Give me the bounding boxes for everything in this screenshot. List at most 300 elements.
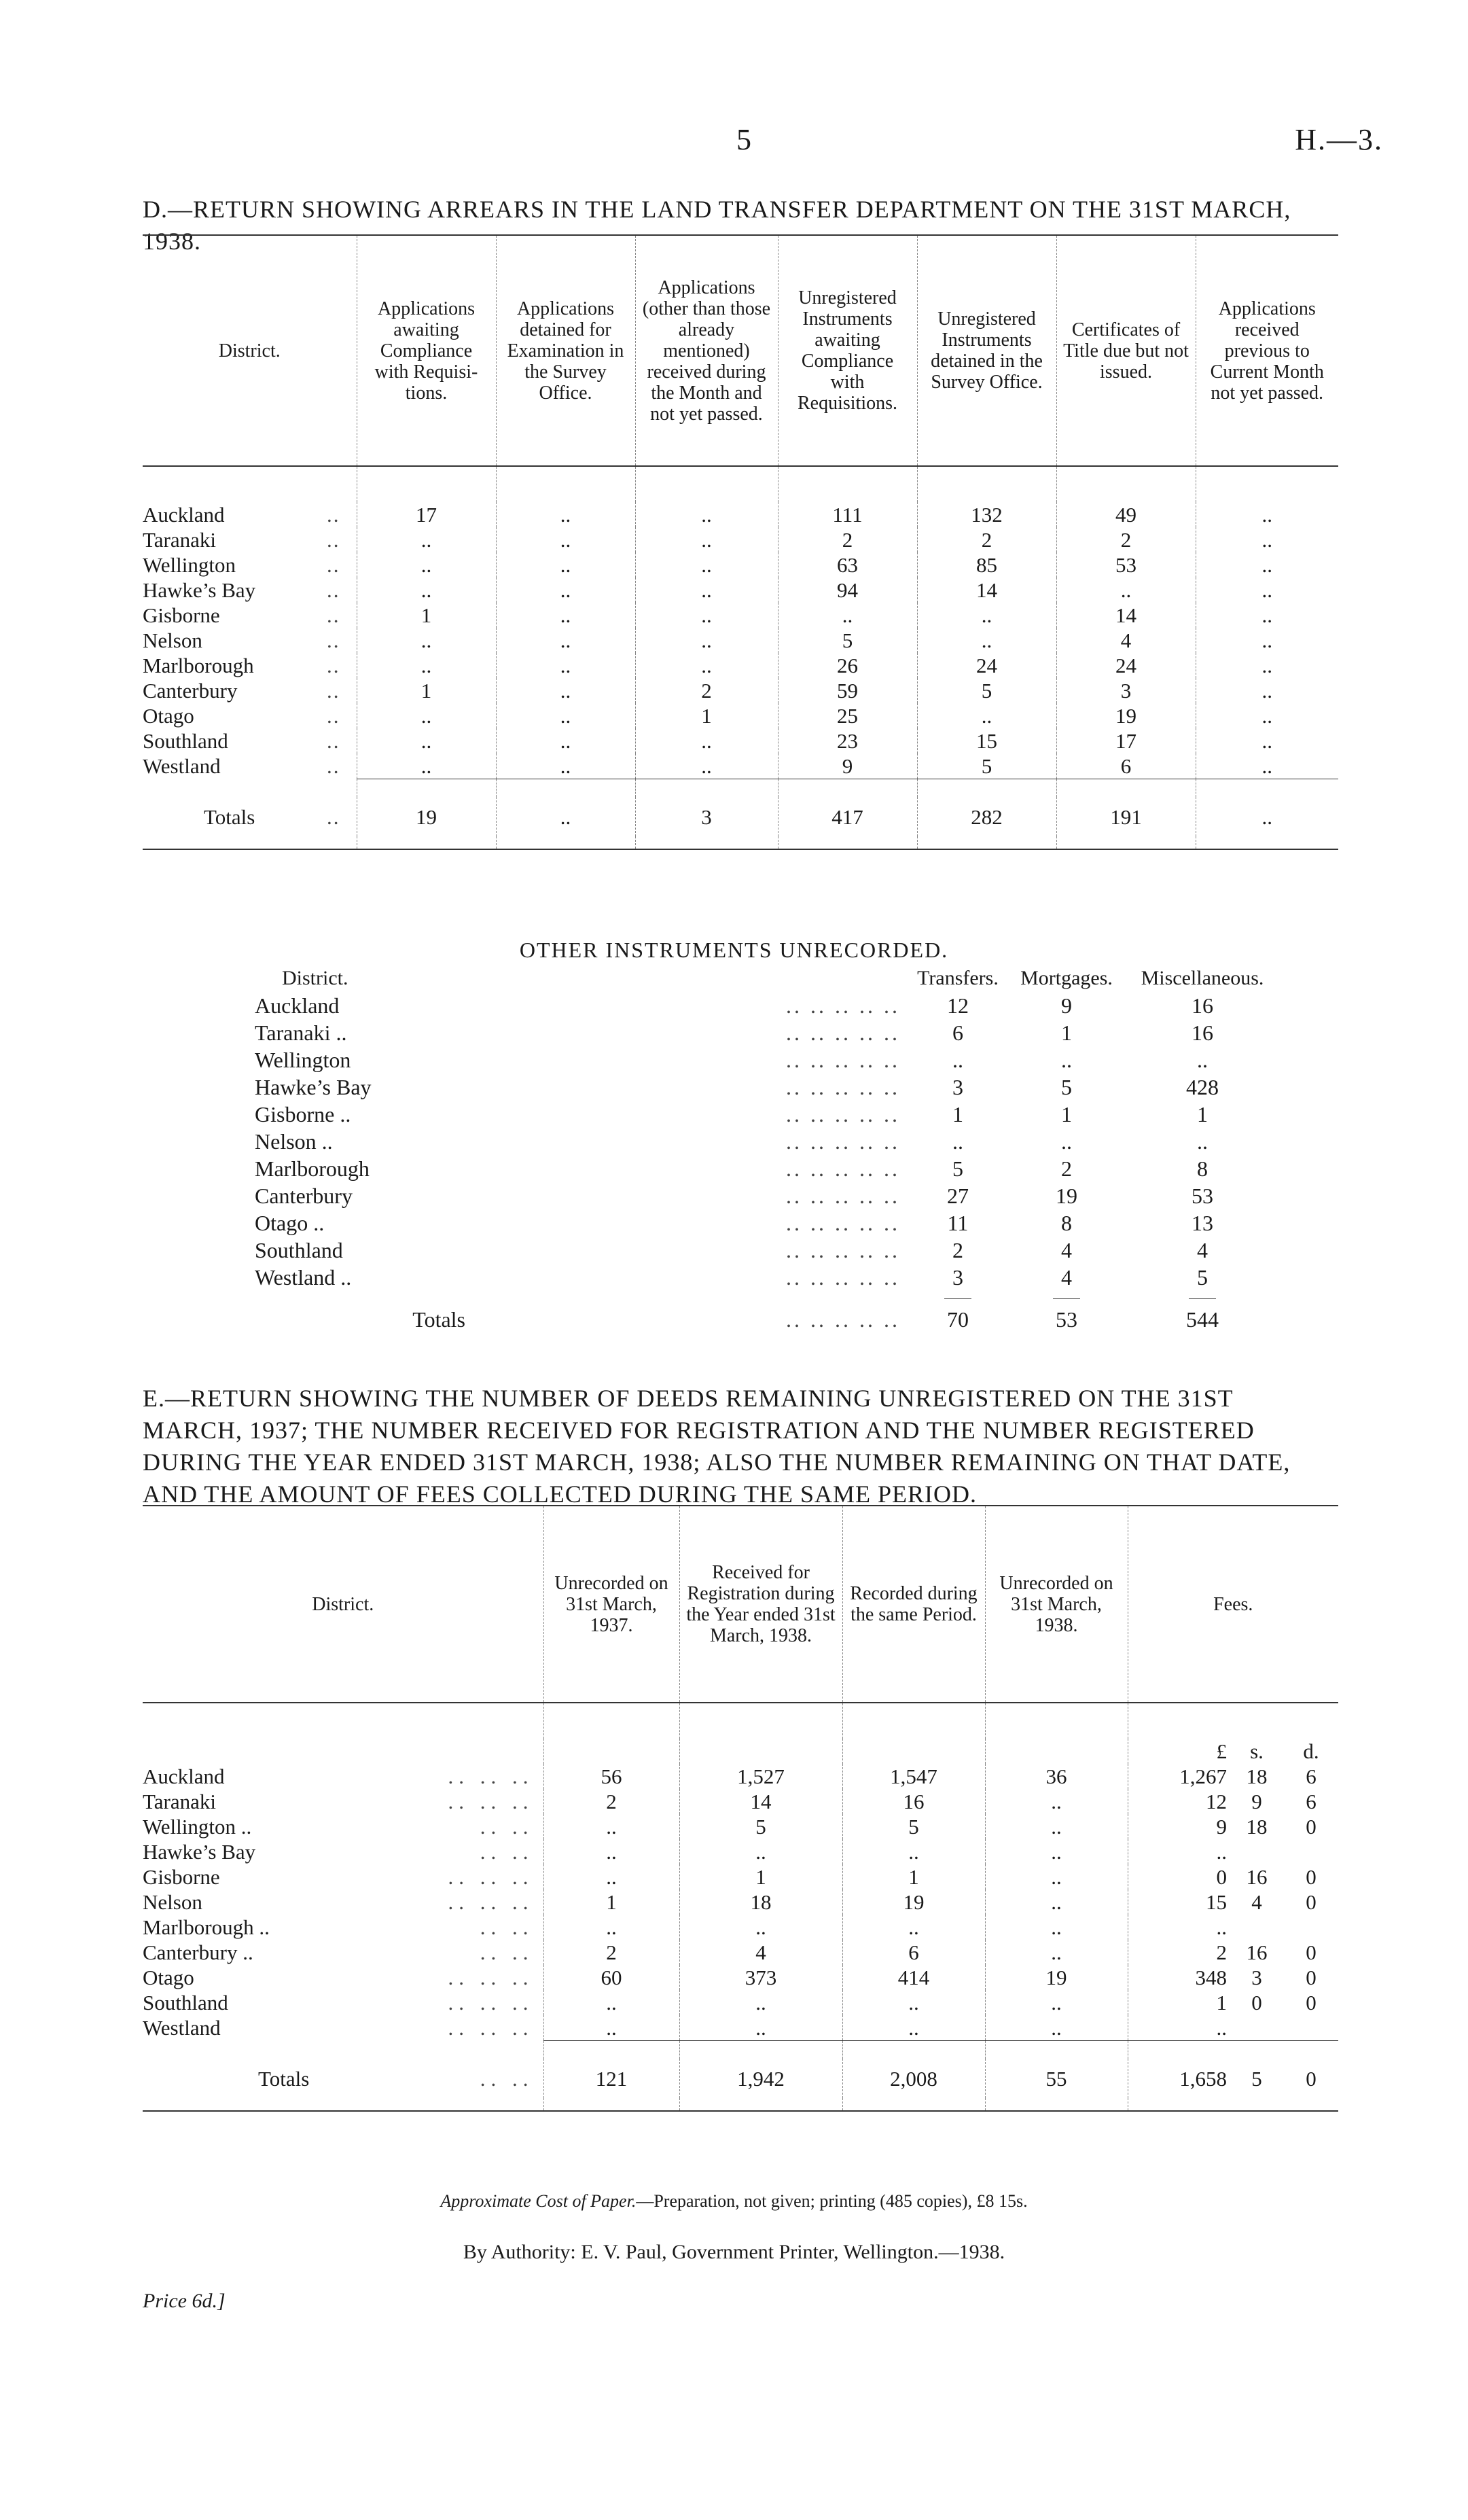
district-cell [143, 703, 357, 728]
table-row [143, 2015, 1338, 2041]
leader-dots: .. [327, 679, 340, 703]
mortgages-value: 19 [1056, 1184, 1077, 1208]
transfers-value: 12 [947, 993, 969, 1018]
transfers-value: 1 [952, 1102, 963, 1126]
col-certificates-due: Certificates of Title due but not issued. [1056, 235, 1196, 466]
misc-value: 16 [1192, 1021, 1213, 1045]
fee-pence [1284, 2015, 1338, 2041]
leader-dots: .. [327, 804, 340, 829]
district-cell [143, 728, 357, 753]
value-cell: 15 [917, 728, 1056, 753]
district-cell [143, 653, 357, 678]
value-cell: .. [1196, 728, 1338, 753]
total-value: .. [496, 797, 635, 836]
table-d [143, 234, 1338, 850]
fee-shillings: 4 [1251, 1890, 1262, 1914]
value-cell: 26 [778, 653, 917, 678]
total-value: 417 [778, 797, 917, 836]
mortgages-value: .. [1061, 1048, 1072, 1072]
leader-dots: .. .. .. .. .. [786, 1211, 900, 1235]
value-cell: .. [679, 2015, 842, 2041]
e-col-district: District. [312, 1593, 374, 1615]
value-cell: 5 [917, 753, 1056, 779]
total-value: 2,008 [842, 2059, 985, 2098]
district-cell [143, 1940, 543, 1965]
list-item [255, 1128, 1281, 1155]
table-row [143, 1839, 1338, 1864]
value-cell: 3 [1056, 678, 1196, 703]
fee-pence: 0 [1306, 1815, 1317, 1839]
value-cell: 19 [842, 1889, 985, 1915]
mortgages-value: 8 [1061, 1211, 1072, 1235]
value-cell: 24 [1056, 653, 1196, 678]
table-row [143, 753, 1338, 779]
misc-total: 544 [1186, 1307, 1219, 1332]
leader-dots: .. .. .. .. .. [786, 1102, 900, 1126]
leader-dots: .. .. [480, 1840, 534, 1864]
value-cell: .. [1196, 578, 1338, 603]
transfers-value: 3 [952, 1265, 963, 1290]
totals-label: Totals [258, 2066, 310, 2091]
district-name: Otago [143, 1966, 194, 1989]
fee-pounds: 348 [1128, 1965, 1230, 1990]
misc-value: 8 [1197, 1156, 1208, 1181]
district-cell [143, 753, 357, 779]
value-cell: .. [985, 1839, 1128, 1864]
value-cell: .. [1196, 703, 1338, 728]
district-name: Auckland [255, 993, 340, 1018]
district-cell [143, 1839, 543, 1864]
district-name: Canterbury [255, 1184, 353, 1208]
mortgages-value: 1 [1061, 1021, 1072, 1045]
leader-dots: .. [327, 754, 340, 779]
value-cell: 6 [842, 1940, 985, 1965]
fee-pence: 0 [1306, 1940, 1317, 1964]
fee-pounds: 1 [1128, 1990, 1230, 2015]
value-cell: 14 [679, 1789, 842, 1814]
leader-dots: .. .. .. [448, 1790, 534, 1813]
transfers-value: 27 [947, 1184, 969, 1208]
value-cell: .. [357, 653, 496, 678]
value-cell: .. [679, 1915, 842, 1940]
col-unreg-detained: Unregistered Instruments detained in the Survey Office. [917, 235, 1056, 466]
fee-pence: 0 [1306, 1966, 1317, 1989]
leader-dots: .. .. .. .. .. [786, 1156, 900, 1181]
printer-authority: By Authority: E. V. Paul, Government Printer, Wellington.—1938. [463, 2241, 1005, 2263]
list-item [255, 1155, 1281, 1182]
cost-label: Approximate Cost of Paper. [440, 2191, 637, 2211]
value-cell: .. [635, 653, 778, 678]
fee-pounds-total: 1,658 [1128, 2059, 1230, 2098]
leader-dots: .. .. .. .. .. [786, 1129, 900, 1154]
misc-value: 53 [1192, 1184, 1213, 1208]
district-name: Wellington .. [143, 1815, 252, 1839]
value-cell: .. [635, 603, 778, 628]
value-cell: 6 [1056, 753, 1196, 779]
list-item [255, 1019, 1281, 1046]
value-cell: 2 [543, 1789, 679, 1814]
value-cell: 1,527 [679, 1764, 842, 1789]
e-col-recorded: Recorded during the same Period. [842, 1506, 985, 1703]
mortgages-value: 1 [1061, 1102, 1072, 1126]
value-cell: 63 [778, 552, 917, 578]
table-row [143, 1764, 1338, 1789]
value-cell: .. [543, 1839, 679, 1864]
value-cell: .. [917, 603, 1056, 628]
value-cell: .. [1056, 578, 1196, 603]
totals-label-cell [143, 2059, 543, 2098]
value-cell: 1,547 [842, 1764, 985, 1789]
value-cell: .. [496, 653, 635, 678]
value-cell: .. [635, 728, 778, 753]
value-cell: 94 [778, 578, 917, 603]
value-cell: .. [842, 1839, 985, 1864]
total-value: .. [1196, 797, 1338, 836]
value-cell: .. [496, 552, 635, 578]
table-row [143, 1940, 1338, 1965]
mortgages-value: 4 [1061, 1265, 1072, 1290]
transfers-value: 5 [952, 1156, 963, 1181]
list-item [255, 1046, 1281, 1073]
fee-shillings: 18 [1246, 1815, 1268, 1839]
pence-unit: d. [1303, 1739, 1319, 1763]
value-cell: .. [679, 1990, 842, 2015]
value-cell: 132 [917, 502, 1056, 527]
leader-dots: .. [327, 553, 340, 577]
leader-dots: .. .. .. .. .. [786, 993, 900, 1018]
fee-shillings: 3 [1251, 1966, 1262, 1989]
value-cell: .. [985, 1789, 1128, 1814]
leader-dots: .. [327, 578, 340, 602]
value-cell: 1 [357, 678, 496, 703]
fee-shillings: 18 [1246, 1764, 1268, 1788]
fee-pounds: 2 [1128, 1940, 1230, 1965]
value-cell: .. [985, 1814, 1128, 1839]
misc-value: 4 [1197, 1238, 1208, 1262]
value-cell: 2 [543, 1940, 679, 1965]
totals-label: Totals [204, 804, 255, 829]
leader-dots: .. [327, 628, 340, 652]
district-name: Westland [143, 2016, 221, 2040]
fee-pounds: 9 [1128, 1814, 1230, 1839]
mortgages-total: 53 [1056, 1307, 1077, 1332]
pounds-unit: £ [1128, 1739, 1230, 1764]
price: Price 6d.] [143, 2290, 226, 2312]
fee-shillings [1230, 1839, 1284, 1864]
district-name: Otago .. [255, 1211, 325, 1235]
value-cell: .. [543, 1814, 679, 1839]
fee-pence: 6 [1306, 1790, 1317, 1813]
district-name: Marlborough .. [143, 1915, 270, 1939]
district-cell [143, 678, 357, 703]
leader-dots: .. [327, 603, 340, 627]
value-cell: .. [543, 1864, 679, 1889]
total-value: 282 [917, 797, 1056, 836]
other-instruments-table [255, 965, 1281, 1333]
district-cell [143, 1990, 543, 2015]
total-value: 19 [357, 797, 496, 836]
total-value: 1,942 [679, 2059, 842, 2098]
total-value: 55 [985, 2059, 1128, 2098]
table-row [143, 703, 1338, 728]
table-row [143, 1990, 1338, 2015]
leader-dots: .. .. [480, 1815, 534, 1839]
misc-value: 428 [1186, 1075, 1219, 1099]
mortgages-value: 5 [1061, 1075, 1072, 1099]
value-cell: .. [1196, 653, 1338, 678]
oi-col-district: District. [282, 967, 348, 989]
page-number: 5 [736, 123, 751, 156]
fee-pence-total: 0 [1306, 2066, 1317, 2091]
value-cell: 18 [679, 1889, 842, 1915]
value-cell: .. [985, 1889, 1128, 1915]
transfers-value: 3 [952, 1075, 963, 1099]
leader-dots: .. .. .. .. .. [786, 1184, 900, 1208]
table-row [143, 527, 1338, 552]
list-item [255, 1237, 1281, 1264]
district-name: Taranaki [143, 528, 216, 552]
col-awaiting-compliance: Applications awaiting Compliance with Requisi-tions. [357, 235, 496, 466]
value-cell: .. [496, 603, 635, 628]
value-cell: .. [985, 1864, 1128, 1889]
table-e-title: E.—RETURN SHOWING THE NUMBER OF DEEDS REMAINING UNREGISTERED ON THE 31ST MARCH, 1937; THE NUMBER RECEIVED FOR REGISTRATION AND THE NUMBER REGISTERED DURING THE YEAR ENDED 31ST MARCH, 1938; ALSO THE NUMBER REMAINING ON THAT DATE, AND THE AMOUNT OF FEES COLLECTED DURING THE SAME PERIOD. [143, 1385, 1291, 1508]
fee-pounds: 1,267 [1128, 1764, 1230, 1789]
value-cell: 1 [635, 703, 778, 728]
district-cell [143, 1789, 543, 1814]
col-previous-not-passed: Applications received previous to Current Month not yet passed. [1196, 235, 1338, 466]
district-name: Canterbury [143, 679, 238, 703]
district-name: Canterbury .. [143, 1940, 253, 1964]
document-reference: H.—3. [1295, 123, 1383, 156]
value-cell: 17 [357, 502, 496, 527]
leader-dots: .. .. [480, 2066, 534, 2091]
totals-row [143, 797, 1338, 836]
misc-value: 1 [1197, 1102, 1208, 1126]
value-cell: 2 [635, 678, 778, 703]
total-value: 191 [1056, 797, 1196, 836]
value-cell: 1 [842, 1864, 985, 1889]
value-cell: 2 [917, 527, 1056, 552]
list-item [255, 1073, 1281, 1101]
value-cell: .. [985, 2015, 1128, 2041]
table-row [143, 653, 1338, 678]
fee-pounds: 15 [1128, 1889, 1230, 1915]
fee-shillings: 9 [1251, 1790, 1262, 1813]
district-cell [143, 552, 357, 578]
value-cell: .. [1196, 527, 1338, 552]
district-name: Southland [143, 1991, 228, 2015]
value-cell: 111 [778, 502, 917, 527]
list-item [255, 1182, 1281, 1209]
value-cell: 2 [778, 527, 917, 552]
mortgages-value: 2 [1061, 1156, 1072, 1181]
totals-label-cell [143, 797, 357, 836]
transfers-value: 11 [947, 1211, 969, 1235]
misc-value: 13 [1192, 1211, 1213, 1235]
district-name: Gisborne [143, 1865, 220, 1889]
table-row [143, 502, 1338, 527]
fee-pounds: .. [1128, 2015, 1230, 2041]
fee-shillings: 16 [1246, 1940, 1268, 1964]
oi-col-misc: Miscellaneous. [1141, 967, 1264, 989]
value-cell: 24 [917, 653, 1056, 678]
fee-shillings: 16 [1246, 1865, 1268, 1889]
leader-dots: .. [327, 654, 340, 677]
fee-pounds: 0 [1128, 1864, 1230, 1889]
value-cell: .. [1196, 753, 1338, 779]
table-e [143, 1505, 1338, 2112]
value-cell: 85 [917, 552, 1056, 578]
leader-dots: .. .. .. [448, 1890, 534, 1914]
district-name: Marlborough [143, 654, 254, 677]
value-cell: .. [917, 703, 1056, 728]
leader-dots: .. .. .. .. .. [786, 1048, 900, 1072]
table-row [143, 578, 1338, 603]
table-row [143, 1889, 1338, 1915]
district-cell [143, 603, 357, 628]
value-cell: .. [842, 1990, 985, 2015]
value-cell: .. [778, 603, 917, 628]
cost-text: —Preparation, not given; printing (485 copies), £8 15s. [636, 2191, 1028, 2211]
value-cell: 373 [679, 1965, 842, 1990]
value-cell: 36 [985, 1764, 1128, 1789]
leader-dots: .. .. [480, 1915, 534, 1939]
value-cell: .. [1196, 678, 1338, 703]
value-cell: 1 [357, 603, 496, 628]
value-cell: .. [496, 527, 635, 552]
value-cell: .. [679, 1839, 842, 1864]
district-cell [143, 527, 357, 552]
district-name: Nelson [143, 628, 202, 652]
value-cell: 59 [778, 678, 917, 703]
table-row [143, 1915, 1338, 1940]
value-cell: .. [917, 628, 1056, 653]
value-cell: .. [357, 578, 496, 603]
table-row [143, 1864, 1338, 1889]
leader-dots: .. .. .. .. .. [786, 1238, 900, 1262]
value-cell: 5 [679, 1814, 842, 1839]
value-cell: .. [496, 703, 635, 728]
district-cell [143, 1864, 543, 1889]
district-cell [143, 502, 357, 527]
value-cell: .. [496, 502, 635, 527]
table-row [143, 552, 1338, 578]
misc-value: .. [1197, 1048, 1208, 1072]
value-cell: 1 [543, 1889, 679, 1915]
oi-col-mortgages: Mortgages. [1020, 967, 1113, 989]
oi-col-transfers: Transfers. [917, 967, 999, 989]
district-cell [143, 1764, 543, 1789]
col-unreg-awaiting: Unregistered Instruments awaiting Compliance with Requisitions. [778, 235, 917, 466]
district-cell [143, 628, 357, 653]
value-cell: .. [842, 1915, 985, 1940]
fee-shillings-total: 5 [1251, 2066, 1262, 2091]
value-cell: .. [635, 578, 778, 603]
list-item [255, 992, 1281, 1019]
district-name: Wellington [143, 553, 236, 577]
value-cell: .. [496, 628, 635, 653]
district-name: Westland [143, 754, 221, 779]
shillings-unit: s. [1250, 1739, 1264, 1763]
value-cell: .. [635, 502, 778, 527]
district-name: Taranaki [143, 1790, 216, 1813]
fee-units-row [143, 1739, 1338, 1764]
value-cell: .. [635, 527, 778, 552]
fee-pence: 0 [1306, 1991, 1317, 2015]
district-name: Taranaki .. [255, 1021, 347, 1045]
e-col-unrec-1938: Unrecorded on 31st March, 1938. [985, 1506, 1128, 1703]
value-cell: .. [635, 628, 778, 653]
table-row [143, 728, 1338, 753]
leader-dots: .. .. .. .. .. [786, 1075, 900, 1099]
fee-pence: 6 [1306, 1764, 1317, 1788]
totals-row [143, 2059, 1338, 2098]
fee-pounds: 12 [1128, 1789, 1230, 1814]
fee-shillings [1230, 2015, 1284, 2041]
value-cell: 49 [1056, 502, 1196, 527]
district-name: Hawke’s Bay [255, 1075, 372, 1099]
value-cell: .. [357, 552, 496, 578]
mortgages-value: 4 [1061, 1238, 1072, 1262]
value-cell: 5 [842, 1814, 985, 1839]
totals-label: Totals [412, 1307, 465, 1332]
table-d-title: D.—RETURN SHOWING ARREARS IN THE LAND TRANSFER DEPARTMENT ON THE 31ST MARCH, 1938. [143, 196, 1291, 255]
mortgages-value: .. [1061, 1129, 1072, 1154]
value-cell: .. [543, 1915, 679, 1940]
leader-dots: .. .. .. [448, 2016, 534, 2040]
value-cell: 25 [778, 703, 917, 728]
district-name: Nelson .. [255, 1129, 333, 1154]
value-cell: 19 [985, 1965, 1128, 1990]
leader-dots: .. .. .. [448, 1764, 534, 1788]
list-item [255, 1264, 1281, 1291]
district-name: Southland [255, 1238, 343, 1262]
value-cell: .. [1196, 552, 1338, 578]
transfers-value: .. [952, 1129, 963, 1154]
totals-row [255, 1306, 1281, 1333]
district-cell [143, 1915, 543, 1940]
fee-shillings [1230, 1915, 1284, 1940]
table-row [143, 603, 1338, 628]
misc-value: 5 [1197, 1265, 1208, 1290]
district-cell [143, 578, 357, 603]
district-name: Gisborne [143, 603, 220, 627]
leader-dots: .. [327, 704, 340, 728]
leader-dots: .. .. .. [448, 1865, 534, 1889]
value-cell: .. [985, 1990, 1128, 2015]
e-col-received: Received for Registration during the Year ended 31st March, 1938. [679, 1506, 842, 1703]
value-cell: .. [543, 1990, 679, 2015]
district-cell [143, 1814, 543, 1839]
col-received-month: Applications (other than those already mentioned) received during the Month and not yet passed. [635, 235, 778, 466]
district-name: Southland [143, 729, 228, 753]
leader-dots: .. .. .. [448, 1966, 534, 1989]
district-cell [143, 1889, 543, 1915]
table-row [143, 678, 1338, 703]
value-cell: 5 [917, 678, 1056, 703]
col-detained-survey: Applications detained for Examination in the Survey Office. [496, 235, 635, 466]
table-row [143, 1814, 1338, 1839]
value-cell: 9 [778, 753, 917, 779]
district-name: Otago [143, 704, 194, 728]
value-cell: .. [985, 1915, 1128, 1940]
value-cell: 4 [679, 1940, 842, 1965]
district-name: Auckland [143, 503, 225, 527]
value-cell: 16 [842, 1789, 985, 1814]
value-cell: .. [357, 753, 496, 779]
leader-dots: .. [327, 729, 340, 753]
transfers-value: 6 [952, 1021, 963, 1045]
